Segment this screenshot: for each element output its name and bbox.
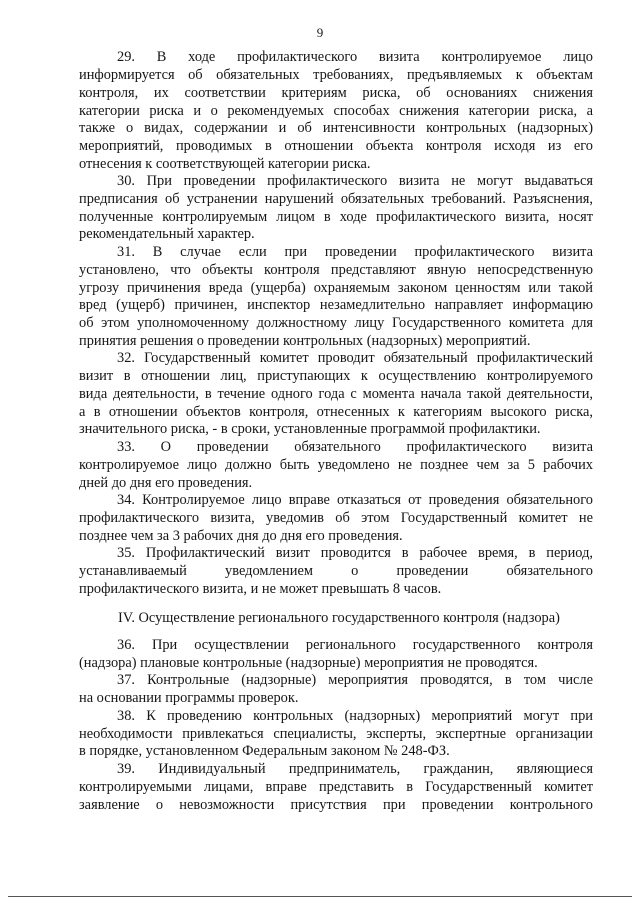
- text-line: устанавливаемый уведомлением о проведении обязательного: [79, 563, 593, 579]
- text-line: 34. Контролируемое лицо вправе отказаться от проведения обязательного: [117, 492, 593, 508]
- text-line: 37. Контрольные (надзорные) мероприятия проводятся, в том числе: [117, 672, 593, 688]
- text-line: установлено, что объекты контроля представляют явную непосредственную: [79, 262, 593, 278]
- text-line: 32. Государственный комитет проводит обязательный профилактический: [117, 350, 593, 366]
- text-line: рекомендательный характер.: [79, 226, 255, 242]
- text-line: предписания об устранении нарушений обязательных требований. Разъяснения,: [79, 191, 593, 207]
- text-line: дней до дня его проведения.: [79, 475, 253, 491]
- text-line: также о видах, содержании и об интенсивности контрольных (надзорных): [79, 120, 593, 136]
- text-line: 36. При осуществлении регионального государственного контроля: [117, 637, 593, 653]
- text-line: визит в отношении лиц, приступающих к осуществлению контролируемого: [79, 368, 593, 384]
- text-line: 35. Профилактический визит проводится в рабочее время, в период,: [117, 545, 593, 561]
- text-line: в порядке, установленном Федеральным законом № 248-ФЗ.: [79, 743, 450, 759]
- text-line: об этом уполномоченному должностному лицу Государственного комитета для: [79, 315, 593, 331]
- text-line: (надзора) плановые контрольные (надзорные) мероприятия не проводятся.: [79, 655, 538, 671]
- text-line: значительного риска, - в сроки, установленные программой профилактики.: [79, 421, 541, 437]
- text-line: 38. К проведению контрольных (надзорных) мероприятий могут при: [117, 708, 593, 724]
- text-line: 29. В ходе профилактического визита контролируемое лицо: [117, 49, 593, 65]
- text-line: необходимости привлекаться специалисты, эксперты, экспертные организации: [79, 726, 593, 742]
- text-line: мероприятий, проводимых в отношении объекта контроля исходя из его: [79, 138, 593, 154]
- text-line: 30. При проведении профилактического визита не могут выдаваться: [117, 173, 593, 189]
- page-number: 9: [316, 25, 324, 40]
- text-line: отнесения к соответствующей категории риска.: [79, 156, 371, 172]
- text-line: принятия решения о проведении контрольных (надзорных) мероприятий.: [79, 333, 531, 349]
- text-line: профилактического визита, уведомив об этом Государственный комитет не: [79, 510, 593, 526]
- text-line: угрозу причинения вреда (ущерба) охраняемым законом ценностям или такой: [79, 280, 593, 296]
- text-line: вида деятельности, в течение одного года с момента начала такой деятельности,: [79, 386, 593, 402]
- text-line: на основании программы проверок.: [79, 690, 299, 706]
- text-line: полученные контролируемым лицом в ходе профилактического визита, носят: [79, 209, 593, 225]
- text-line: контролируемое лицо должно быть уведомлено не позднее чем за 5 рабочих: [79, 457, 593, 473]
- text-line: 39. Индивидуальный предприниматель, гражданин, являющиеся: [117, 761, 593, 777]
- text-line: вред (ущерб) причинен, инспектор незамедлительно направляет информацию: [79, 297, 593, 313]
- text-line: контролируемыми лицами, вправе представить в Государственный комитет: [79, 779, 593, 795]
- text-line: а в отношении объектов контроля, отнесенных к категориям высокого риска,: [79, 404, 593, 420]
- section-heading: IV. Осуществление регионального государственного контроля (надзора): [118, 610, 560, 626]
- text-line: 31. В случае если при проведении профилактического визита: [117, 244, 593, 260]
- bottom-rule: [8, 896, 632, 897]
- text-line: 33. О проведении обязательного профилактического визита: [117, 439, 593, 455]
- text-line: контроля, их соответствии критериям риска, об основаниях снижения: [79, 85, 593, 101]
- text-line: категории риска и о рекомендуемых способах снижения категории риска, а: [79, 103, 593, 119]
- text-line: информируется об обязательных требованиях, предъявляемых к объектам: [79, 67, 593, 83]
- text-line: заявление о невозможности присутствия при проведении контрольного: [79, 797, 593, 813]
- text-line: профилактического визита, и не может превышать 8 часов.: [79, 581, 442, 597]
- text-line: позднее чем за 3 рабочих дня до дня его проведения.: [79, 528, 403, 544]
